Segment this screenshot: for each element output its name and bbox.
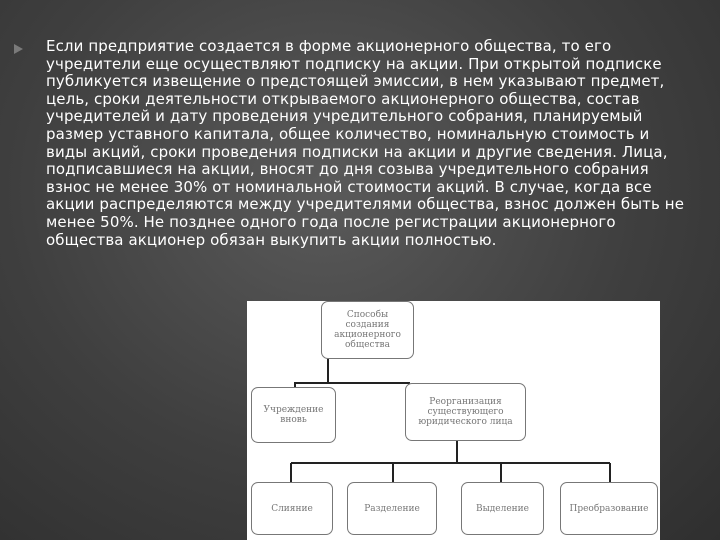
node-spinoff: Выделение [461,482,544,535]
node-root: Способы создания акционерного общества [321,301,414,359]
org-chart-diagram [247,301,660,540]
node-merge: Слияние [251,482,333,535]
node-founding: Учреждение вновь [251,387,336,443]
node-reorganization: Реорганизация существующего юридического лица [405,383,526,441]
bullet-arrow-icon [14,44,23,54]
node-transform: Преобразование [560,482,658,535]
node-split: Разделение [347,482,437,535]
slide-paragraph: Если предприятие создается в форме акционерного общества, то его учредители еще осуществляют подписку на акции. При открытой подписке публикуется извещение о предстоящей эмиссии, в нем указывают предмет, цель, сроки деятельности открываемого акционерного общества, состав учредителей и дату проведения учредительного собрания, планируемый размер уставного капитала, общее количество, номинальную стоимость и виды акций, сроки проведения подписки на акции и другие сведения. Лица, подписавшиеся на акции, вносят до дня созыва учредительного собрания взнос не менее 30% от номинальной стоимости акций. В случае, когда все акции распределяются между учредителями общества, взнос должен быть не менее 50%. Не позднее одного года после регистрации акционерного общества акционер обязан выкупить акции полностью. [46,37,685,249]
